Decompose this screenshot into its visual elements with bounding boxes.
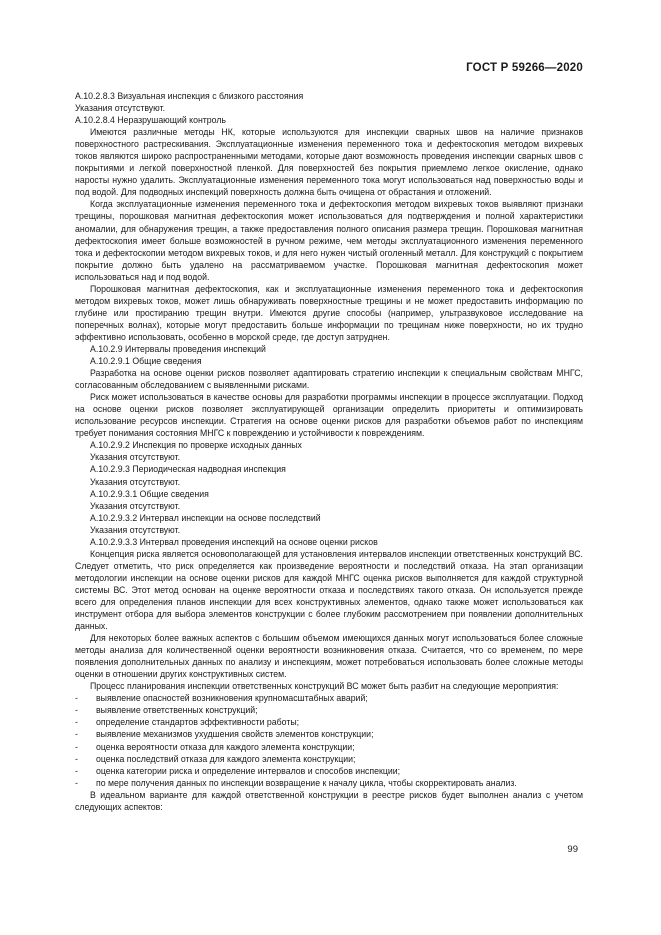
list-item	[75, 741, 583, 753]
paragraph: А.10.2.9.3.3 Интервал проведения инспекций на основе оценки рисков	[90, 536, 378, 547]
page-number: 99	[567, 844, 578, 855]
list-dash: -	[75, 705, 78, 716]
paragraph: Порошковая магнитная дефектоскопия, как и эксплуатационные изменения переменного тока и дефектоскопия методом вихревых токов, может лишь обнаруживать поверхностные трещины и не может предоставить информацию по глубине или простиранию трещин внутри. Имеются другие способы (например, ультразвуковое исследование на поперечных волнах), которые могут предоставить больше информации по трещинам ниже поверхности, но их трудно эффективно использовать, особенно в морской среде, где доступ затруднен.	[75, 283, 583, 342]
list-item-text: оценка категории риска и определение интервалов и способов инспекции;	[96, 765, 401, 776]
list-item-text: оценка последствий отказа для каждого элемента конструкции;	[96, 753, 356, 764]
document-standard-id: ГОСТ Р 59266—2020	[466, 62, 583, 74]
paragraph: Для некоторых более важных аспектов с большим объемом имеющихся данных могут использоваться более сложные методы анализа для количественной оценки вероятности возникновения отказа. Считается, что со временем, по мере появления дополнительных данных по анализу и инспекциям, может потребоваться использовать более сложные методы оценки в отношении других конструктивных систем.	[75, 633, 583, 680]
list-dash: -	[75, 693, 78, 704]
paragraph: Концепция риска является основополагающей для установления интервалов инспекции ответственных конструкций ВС. Следует отметить, что риск определяется как произведение вероятности и последствий отказа. На этап организации методологии инспекции на основе оценки рисков для каждой МНГС оценка рисков выполняется для каждой структурной системы ВС. Этот метод основан на оценке вероятности отказа и последствиях такого отказа. Он используется прежде всего для определения планов инспекции для всех конструктивных элементов, однако также может использоваться как инструмент отбора для выбора элементов конструкции с более глубоким рассмотрением при появлении дополнительных данных.	[75, 548, 583, 632]
list-dash: -	[75, 729, 78, 740]
paragraph: А.10.2.9.3.2 Интервал инспекции на основе последствий	[90, 512, 321, 523]
paragraph: А.10.2.9.3 Периодическая надводная инспекция	[90, 464, 286, 475]
list-item-text: определение стандартов эффективности работы;	[96, 717, 300, 728]
list-item	[75, 728, 583, 740]
list-item	[75, 716, 583, 728]
list-item	[75, 777, 583, 789]
list-item-text: выявление ответственных конструкций;	[96, 705, 258, 716]
closing-paragraph: В идеальном варианте для каждой ответственной конструкции в реестре рисков будет выполнен анализ с учетом следующих аспектов:	[75, 789, 583, 812]
paragraph: Риск может использоваться в качестве основы для разработки программы инспекции в процессе эксплуатации. Подход на основе оценки рисков позволяет эксплуатирующей организации определить приоритеты и оптимизировать использование ресурсов инспекции. Стратегия на основе оценки рисков для разработки объемов работ по инспекциям требует понимания состояния МНГС к повреждению и устойчивости к повреждениям.	[75, 392, 583, 439]
paragraph: Указания отсутствуют.	[90, 476, 181, 487]
list-item-text: оценка вероятности отказа для каждого элемента конструкции;	[96, 741, 355, 752]
paragraph: Процесс планирования инспекции ответственных конструкций ВС может быть разбит на следующие мероприятия:	[90, 681, 559, 692]
clause-line: Указания отсутствуют.	[75, 103, 166, 114]
clause-line: А.10.2.8.3 Визуальная инспекция с близкого расстояния	[75, 91, 304, 101]
list-dash: -	[75, 753, 78, 764]
list-item	[75, 753, 583, 765]
list-dash: -	[75, 777, 78, 788]
paragraph: А.10.2.9.2 Инспекция по проверке исходных данных	[90, 440, 302, 451]
list-item-text: выявление опасностей возникновения крупномасштабных аварий;	[96, 693, 368, 704]
paragraph: А.10.2.9.3.1 Общие сведения	[90, 488, 209, 499]
list-item	[75, 765, 583, 777]
paragraph: Указания отсутствуют.	[90, 524, 181, 535]
paragraph: Указания отсутствуют.	[90, 500, 181, 511]
list-item	[75, 692, 583, 704]
list-item-text: выявление механизмов ухудшения свойств элементов конструкции;	[96, 729, 374, 740]
document-body	[75, 90, 583, 813]
list-item	[75, 704, 583, 716]
list-dash: -	[75, 741, 78, 752]
list-dash: -	[75, 717, 78, 728]
paragraph: Указания отсутствуют.	[90, 452, 181, 463]
paragraph: Имеются различные методы НК, которые используются для инспекции сварных швов на наличие признаков поверхностного растрескивания. Эксплуатационные изменения переменного тока и дефектоскопия методом вихревых токов являются широко распространенными методами, которые дают возможность проведения инспекции сварных швов с покрытиями и легкой поверхностной пленкой. Для поверхностей без покрытия приемлемо легкое окисление, однако наросты нужно удалить. Эксплуатационные изменения переменного тока могут использоваться над поверхностью воды и под водой. Для подводных инспекций поверхность должна быть очищена от обрастания и отложений.	[75, 127, 583, 198]
list-dash: -	[75, 765, 78, 776]
paragraph: А.10.2.9 Интервалы проведения инспекций	[90, 343, 266, 354]
list-item-text: по мере получения данных по инспекции возвращение к началу цикла, чтобы скорректировать анализ.	[96, 777, 517, 788]
paragraph: А.10.2.9.1 Общие сведения	[90, 356, 202, 367]
paragraph: Разработка на основе оценки рисков позволяет адаптировать стратегию инспекции к специальным свойствам МНГС, согласованным обследованием с выявленными рисками.	[75, 368, 583, 391]
clause-line: А.10.2.8.4 Неразрушающий контроль	[75, 115, 226, 126]
paragraph: Когда эксплуатационные изменения переменного тока и дефектоскопия методом вихревых токов выявляют признаки трещины, порошковая магнитная дефектоскопия может использоваться для подтверждения и полной характеристики аномалии, для обнаружения трещин, а также предоставления полного описания размера трещин. Порошковая магнитная дефектоскопия имеет больше возможностей в ручном режиме, чем методы эксплуатационного изменения переменного тока и дефектоскопии методом вихревых токов, и для него нужен чистый оголенный металл. Для конструкций с покрытием покрытие должно быть удалено на рассматриваемом участке. Порошковая магнитная дефектоскопия может использоваться над и под водой.	[75, 199, 583, 282]
